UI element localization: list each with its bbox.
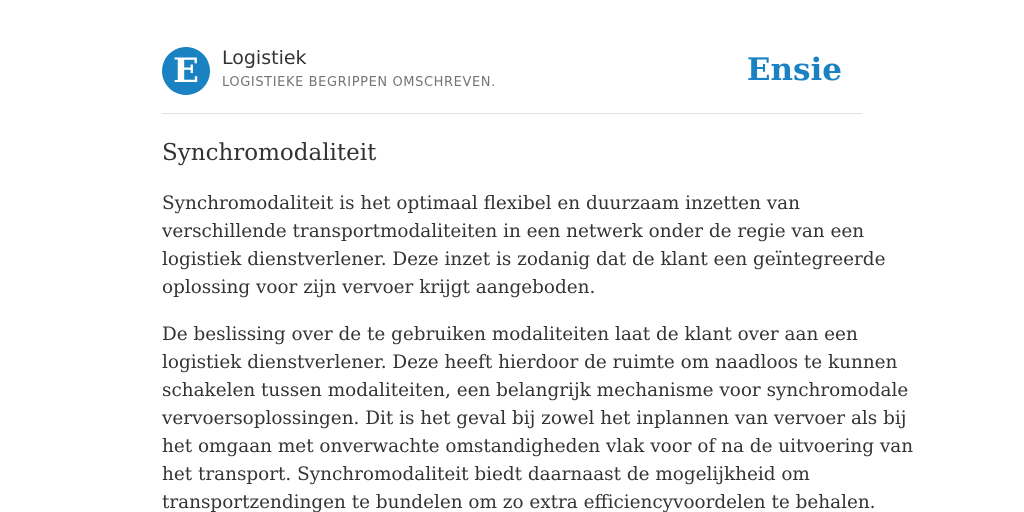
ensie-brand-link[interactable]: Ensie bbox=[746, 52, 842, 88]
ensie-logo-icon[interactable]: E bbox=[162, 47, 210, 95]
paragraph-line: schakelen tussen modaliteiten, een belangrijk mechanisme voor synchromodale bbox=[162, 380, 909, 401]
paragraph-line: het omgaan met onverwachte omstandigheden vlak voor of na de uitvoering van bbox=[162, 436, 914, 457]
paragraph-line: logistiek dienstverlener. Deze inzet is zodanig dat de klant een geïntegreerde bbox=[162, 249, 886, 270]
paragraph-line: Synchromodaliteit is het optimaal flexibel en duurzaam inzetten van bbox=[162, 193, 800, 214]
paragraph-line: vervoersoplossingen. Dit is het geval bij zowel het inplannen van vervoer als bij bbox=[162, 408, 907, 429]
article-paragraph-2 bbox=[162, 321, 914, 512]
paragraph-line: oplossing voor zijn vervoer krijgt aangeboden. bbox=[162, 277, 596, 298]
site-header bbox=[162, 0, 862, 114]
site-title-link[interactable]: Logistiek bbox=[222, 47, 307, 69]
paragraph-line: het transport. Synchromodaliteit biedt daarnaast de mogelijkheid om bbox=[162, 464, 810, 485]
paragraph-line: transportzendingen te bundelen om zo extra efficiencyvoordelen te behalen. bbox=[162, 492, 876, 512]
article-paragraph-1 bbox=[162, 190, 886, 302]
paragraph-line: verschillende transportmodaliteiten in een netwerk onder de regie van een bbox=[162, 221, 865, 242]
article bbox=[162, 134, 914, 512]
paragraph-line: logistiek dienstverlener. Deze heeft hierdoor de ruimte om naadloos te kunnen bbox=[162, 352, 898, 373]
site-subtitle: LOGISTIEKE BEGRIPPEN OMSCHREVEN. bbox=[222, 75, 496, 90]
paragraph-line: De beslissing over de te gebruiken modaliteiten laat de klant over aan een bbox=[162, 324, 858, 345]
article-title: Synchromodaliteit bbox=[162, 140, 377, 166]
